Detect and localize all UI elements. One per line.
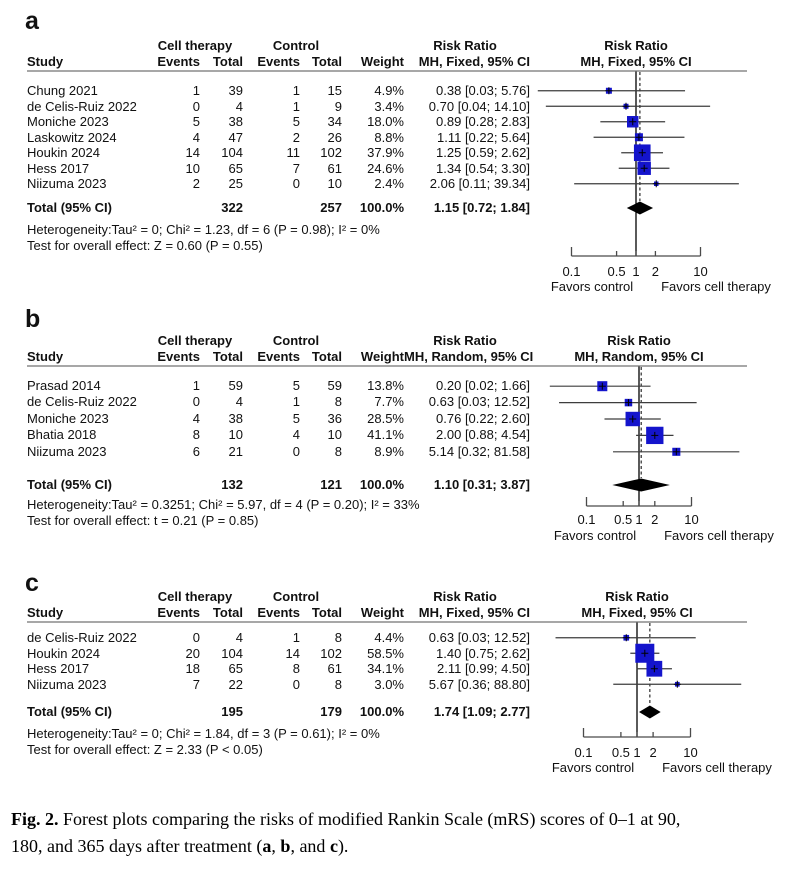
study-row-c_events: 5 xyxy=(292,114,300,129)
plot-title-model: MH, Fixed, 95% CI xyxy=(580,54,692,69)
study-row-c_total: 36 xyxy=(327,410,342,426)
column-header-row-cell6: MH, Random, 95% CI xyxy=(404,349,534,364)
study-row-c_events: 0 xyxy=(292,176,300,191)
study-row-rr_label: 2.00 [0.88; 4.54] xyxy=(436,427,530,443)
study-row-weight: 3.0% xyxy=(374,676,404,692)
heterogeneity-line: Heterogeneity:Tau² = 0; Chi² = 1.23, df = 6 (P = 0.98); I² = 0% xyxy=(27,222,380,237)
overall-test-line: Test for overall effect: t = 0.21 (P = 0.85) xyxy=(27,513,259,528)
forest-panel-b xyxy=(0,305,800,570)
overall-test-line: Test for overall effect: Z = 0.60 (P = 0.55) xyxy=(27,238,263,253)
axis-tick-label: 1 xyxy=(635,512,643,527)
study-row-rr_label: 0.20 [0.02; 1.66] xyxy=(436,378,530,393)
study-row-ct_total: 39 xyxy=(228,83,243,98)
figure-caption xyxy=(11,806,791,860)
favors-right-label: Favors cell therapy xyxy=(664,528,774,543)
study-row-c_total: 8 xyxy=(334,676,342,692)
study-row-study: Moniche 2023 xyxy=(27,410,109,426)
axis-tick-label: 1 xyxy=(632,264,640,279)
study-row-ct_events: 0 xyxy=(192,394,200,410)
forest-panel-a xyxy=(0,8,800,305)
study-row-c_total: 102 xyxy=(320,645,342,661)
study-row-ct_events: 10 xyxy=(185,160,200,176)
axis-tick-label: 0.5 xyxy=(611,745,630,760)
forest-panel-c xyxy=(0,570,800,800)
study-row-ct_total: 4 xyxy=(235,394,243,410)
plot-title-model: MH, Random, 95% CI xyxy=(574,349,704,364)
total-row-ct_total: 195 xyxy=(221,704,243,719)
forest-plot-svg xyxy=(0,8,800,305)
study-row-c_total: 8 xyxy=(334,443,342,459)
forest-plot-svg xyxy=(0,570,800,800)
study-row-c_events: 1 xyxy=(292,98,300,114)
study-row-c_events: 8 xyxy=(292,661,300,676)
axis-tick-label: 2 xyxy=(651,512,659,527)
column-header-row-cell3: Events xyxy=(257,54,300,69)
group-header-cell-therapy: Cell therapy xyxy=(157,333,233,348)
total-row-ct_total: 322 xyxy=(221,200,243,215)
total-row-rr_label: 1.74 [1.09; 2.77] xyxy=(433,704,530,719)
group-header-control: Control xyxy=(272,333,320,348)
total-row-label: Total (95% CI) xyxy=(27,477,112,492)
study-row-weight: 2.4% xyxy=(374,176,404,191)
study-row-rr_label: 1.40 [0.75; 2.62] xyxy=(436,645,530,661)
study-row-ct_total: 38 xyxy=(228,410,243,426)
axis-tick-label: 0.1 xyxy=(562,264,581,279)
study-row-weight: 7.7% xyxy=(374,394,404,410)
axis-tick-label: 2 xyxy=(649,745,657,760)
study-row-rr_label: 2.06 [0.11; 39.34] xyxy=(429,176,530,191)
study-row-c_events: 1 xyxy=(292,630,300,645)
study-row-rr_label: 2.11 [0.99; 4.50] xyxy=(437,661,530,676)
study-row-c_total: 8 xyxy=(334,394,342,410)
total-row-c_total: 121 xyxy=(320,477,342,492)
study-row-study: Laskowitz 2024 xyxy=(27,129,117,145)
column-header-row-cell1: Events xyxy=(157,54,200,69)
axis-tick-label: 0.5 xyxy=(614,512,633,527)
study-row-c_total: 61 xyxy=(327,160,342,176)
study-row-weight: 24.6% xyxy=(367,160,404,176)
study-row-c_total: 34 xyxy=(327,114,342,129)
study-row-ct_events: 4 xyxy=(192,410,200,426)
total-row-label: Total (95% CI) xyxy=(27,704,112,719)
study-row-weight: 13.8% xyxy=(367,378,404,393)
study-row-ct_total: 65 xyxy=(228,661,243,676)
study-row-study: Bhatia 2018 xyxy=(27,427,97,443)
study-row-c_total: 10 xyxy=(327,176,342,191)
study-row-study: de Celis-Ruiz 2022 xyxy=(27,630,137,645)
study-row-ct_total: 65 xyxy=(228,160,243,176)
study-row-c_events: 5 xyxy=(292,410,300,426)
column-header-row-cell1: Events xyxy=(157,605,200,620)
study-row-ct_total: 38 xyxy=(228,114,243,129)
pooled-diamond xyxy=(627,202,653,215)
column-header-row-cell5: Weight xyxy=(360,605,404,620)
study-row-rr_label: 0.63 [0.03; 12.52] xyxy=(428,630,530,645)
plot-title-model: MH, Fixed, 95% CI xyxy=(581,605,693,620)
group-header-risk-ratio: Risk Ratio xyxy=(433,38,497,53)
axis-tick-label: 10 xyxy=(693,264,708,279)
axis-tick-label: 10 xyxy=(684,512,699,527)
study-row-c_events: 5 xyxy=(292,378,300,393)
column-header-row-cell4: Total xyxy=(311,349,342,364)
study-row-study: Niizuma 2023 xyxy=(27,676,107,692)
caption-segment: c xyxy=(329,836,338,856)
study-row-c_total: 8 xyxy=(334,630,342,645)
study-row-c_total: 61 xyxy=(327,661,342,676)
caption-segment: , and xyxy=(290,836,330,856)
total-row-rr_label: 1.10 [0.31; 3.87] xyxy=(433,477,530,492)
study-row-study: Prasad 2014 xyxy=(27,378,101,393)
column-header-row-cell1: Events xyxy=(157,349,200,364)
study-row-ct_total: 47 xyxy=(228,129,243,145)
study-row-weight: 41.1% xyxy=(367,427,404,443)
study-row-ct_events: 4 xyxy=(192,129,200,145)
study-row-c_total: 10 xyxy=(327,427,342,443)
favors-left-label: Favors control xyxy=(550,279,634,294)
total-row-label: Total (95% CI) xyxy=(27,200,112,215)
panel-letter-b: b xyxy=(25,305,41,333)
panel-letter-a: a xyxy=(25,7,39,35)
study-row-c_events: 0 xyxy=(292,676,300,692)
group-header-cell-therapy: Cell therapy xyxy=(157,38,233,53)
study-row-weight: 28.5% xyxy=(367,410,404,426)
study-row-rr_label: 0.38 [0.03; 5.76] xyxy=(436,83,530,98)
axis-tick-label: 10 xyxy=(683,745,698,760)
study-row-study: Moniche 2023 xyxy=(27,114,109,129)
group-header-cell-therapy: Cell therapy xyxy=(157,589,233,604)
study-row-c_events: 1 xyxy=(292,83,300,98)
group-header-control: Control xyxy=(272,589,320,604)
favors-right-label: Favors cell therapy xyxy=(662,760,772,775)
study-row-rr_label: 1.25 [0.59; 2.62] xyxy=(436,145,530,160)
study-row-rr_label: 1.34 [0.54; 3.30] xyxy=(436,160,530,176)
plot-title-risk-ratio: Risk Ratio xyxy=(604,38,668,53)
total-row-rr_label: 1.15 [0.72; 1.84] xyxy=(433,200,530,215)
caption-segment: Forest plots comparing the risks of modified Rankin Scale (mRS) scores of 0–1 at 90, xyxy=(58,809,681,829)
group-header-risk-ratio: Risk Ratio xyxy=(433,589,497,604)
study-row-c_events: 14 xyxy=(285,645,300,661)
study-row-weight: 18.0% xyxy=(367,114,404,129)
total-row-weight: 100.0% xyxy=(359,704,404,719)
study-row-ct_events: 20 xyxy=(185,645,200,661)
study-row-ct_events: 6 xyxy=(192,443,200,459)
study-row-ct_total: 21 xyxy=(228,443,243,459)
study-row-ct_events: 1 xyxy=(192,83,200,98)
study-row-study: Hess 2017 xyxy=(27,661,90,676)
column-header-row-cell6: MH, Fixed, 95% CI xyxy=(418,605,530,620)
study-row-study: Niizuma 2023 xyxy=(27,176,107,191)
plot-title-risk-ratio: Risk Ratio xyxy=(607,333,671,348)
axis-tick-label: 0.1 xyxy=(574,745,593,760)
favors-right-label: Favors cell therapy xyxy=(661,279,771,294)
column-header-row-cell4: Total xyxy=(311,605,342,620)
column-header-row-cell0: Study xyxy=(27,54,64,69)
study-row-ct_total: 104 xyxy=(221,645,243,661)
axis-tick-label: 0.1 xyxy=(577,512,596,527)
column-header-row-cell2: Total xyxy=(212,54,243,69)
study-row-weight: 8.9% xyxy=(374,443,404,459)
study-row-c_events: 4 xyxy=(292,427,300,443)
study-row-weight: 8.8% xyxy=(374,129,404,145)
study-row-ct_events: 18 xyxy=(185,661,200,676)
caption-segment: 180, and 365 days after treatment ( xyxy=(11,836,263,856)
study-row-study: Houkin 2024 xyxy=(27,145,100,160)
study-row-study: de Celis-Ruiz 2022 xyxy=(27,394,137,410)
study-row-c_total: 59 xyxy=(327,378,342,393)
column-header-row-cell0: Study xyxy=(27,349,64,364)
study-row-ct_events: 7 xyxy=(192,676,200,692)
study-row-c_total: 102 xyxy=(320,145,342,160)
study-row-rr_label: 0.76 [0.22; 2.60] xyxy=(436,410,530,426)
column-header-row-cell0: Study xyxy=(27,605,64,620)
heterogeneity-line: Heterogeneity:Tau² = 0; Chi² = 1.84, df = 3 (P = 0.61); I² = 0% xyxy=(27,726,380,741)
study-row-c_events: 11 xyxy=(286,145,300,160)
study-row-rr_label: 0.70 [0.04; 14.10] xyxy=(428,98,530,114)
study-row-ct_total: 4 xyxy=(235,98,243,114)
caption-segment: , xyxy=(271,836,281,856)
group-header-risk-ratio: Risk Ratio xyxy=(433,333,497,348)
study-row-study: Niizuma 2023 xyxy=(27,443,107,459)
study-row-ct_events: 0 xyxy=(192,98,200,114)
study-row-ct_total: 22 xyxy=(228,676,243,692)
total-row-weight: 100.0% xyxy=(359,477,404,492)
study-row-weight: 37.9% xyxy=(367,145,404,160)
overall-test-line: Test for overall effect: Z = 2.33 (P < 0.05) xyxy=(27,742,263,757)
study-row-weight: 34.1% xyxy=(367,661,404,676)
column-header-row-cell4: Total xyxy=(311,54,342,69)
column-header-row-cell6: MH, Fixed, 95% CI xyxy=(418,54,530,69)
study-row-weight: 4.9% xyxy=(374,83,404,98)
study-row-ct_total: 4 xyxy=(235,630,243,645)
study-row-rr_label: 0.63 [0.03; 12.52] xyxy=(428,394,530,410)
column-header-row-cell3: Events xyxy=(257,605,300,620)
study-row-rr_label: 0.89 [0.28; 2.83] xyxy=(436,114,530,129)
study-row-c_events: 2 xyxy=(292,129,300,145)
total-row-c_total: 179 xyxy=(320,704,342,719)
group-header-control: Control xyxy=(272,38,320,53)
study-row-ct_total: 59 xyxy=(228,378,243,393)
pooled-diamond xyxy=(639,706,661,719)
column-header-row-cell2: Total xyxy=(212,349,243,364)
caption-segment: b xyxy=(280,836,291,856)
column-header-row-cell3: Events xyxy=(257,349,300,364)
study-row-ct_events: 14 xyxy=(185,145,200,160)
axis-tick-label: 1 xyxy=(633,745,641,760)
column-header-row-cell2: Total xyxy=(212,605,243,620)
study-row-c_events: 7 xyxy=(292,160,300,176)
caption-segment: ). xyxy=(337,836,349,856)
total-row-weight: 100.0% xyxy=(359,200,404,215)
forest-plot-svg xyxy=(0,305,800,570)
study-row-ct_total: 10 xyxy=(228,427,243,443)
study-row-study: Houkin 2024 xyxy=(27,645,100,661)
study-row-study: Chung 2021 xyxy=(27,83,98,98)
study-row-ct_events: 5 xyxy=(192,114,200,129)
study-row-weight: 3.4% xyxy=(374,98,404,114)
total-row-ct_total: 132 xyxy=(221,477,243,492)
study-row-ct_total: 25 xyxy=(228,176,243,191)
heterogeneity-line: Heterogeneity:Tau² = 0.3251; Chi² = 5.97, df = 4 (P = 0.20); I² = 33% xyxy=(27,497,420,512)
study-row-ct_events: 2 xyxy=(192,176,200,191)
study-row-ct_events: 1 xyxy=(192,378,200,393)
study-row-study: de Celis-Ruiz 2022 xyxy=(27,98,137,114)
axis-tick-label: 0.5 xyxy=(607,264,626,279)
pooled-diamond xyxy=(612,479,670,492)
study-row-c_total: 15 xyxy=(327,83,342,98)
study-row-rr_label: 5.14 [0.32; 81.58] xyxy=(428,443,530,459)
study-row-rr_label: 5.67 [0.36; 88.80] xyxy=(428,676,530,692)
study-row-c_events: 0 xyxy=(292,443,300,459)
panel-letter-c: c xyxy=(25,569,39,597)
study-row-c_events: 1 xyxy=(292,394,300,410)
axis-tick-label: 2 xyxy=(651,264,660,279)
total-row-c_total: 257 xyxy=(320,200,342,215)
study-row-study: Hess 2017 xyxy=(27,160,90,176)
favors-left-label: Favors control xyxy=(553,528,637,543)
study-row-ct_total: 104 xyxy=(221,145,243,160)
caption-segment: Fig. 2. xyxy=(11,809,59,829)
study-row-c_total: 26 xyxy=(327,129,342,145)
study-row-ct_events: 0 xyxy=(192,630,200,645)
caption-segment: a xyxy=(262,836,272,856)
column-header-row-cell5: Weight xyxy=(360,54,404,69)
study-row-rr_label: 1.11 [0.22; 5.64] xyxy=(437,129,530,145)
study-row-c_total: 9 xyxy=(334,98,342,114)
plot-title-risk-ratio: Risk Ratio xyxy=(605,589,669,604)
study-row-weight: 4.4% xyxy=(374,630,404,645)
study-row-ct_events: 8 xyxy=(192,427,200,443)
column-header-row-cell5: Weight xyxy=(360,349,404,364)
favors-left-label: Favors control xyxy=(551,760,635,775)
study-row-weight: 58.5% xyxy=(367,645,404,661)
